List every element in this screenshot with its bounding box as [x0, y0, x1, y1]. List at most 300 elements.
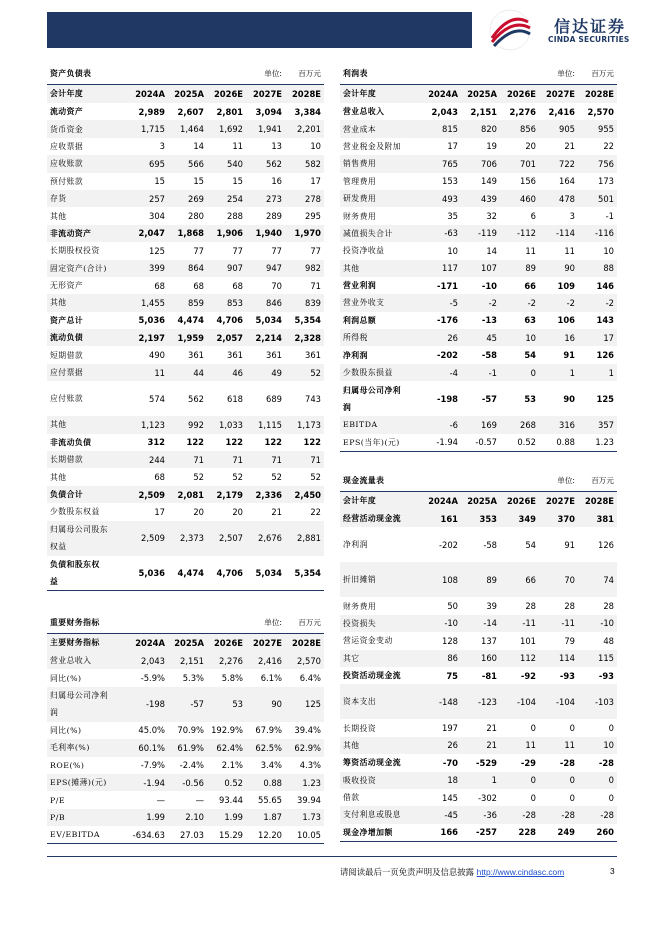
cell-value: 16	[539, 329, 578, 346]
row-label: 管理费用	[343, 176, 377, 186]
table-row	[340, 381, 617, 416]
cell-value: 11	[500, 737, 539, 754]
cell-value: 20	[193, 506, 204, 517]
cell-value: 304	[149, 211, 165, 222]
row-label: 营业税金及附加	[343, 141, 402, 151]
cell-value: 2,570	[285, 652, 324, 669]
table-row	[47, 329, 324, 346]
column-header-year: 2027E	[539, 84, 578, 103]
cell-value: 2,676	[246, 521, 285, 556]
cell-value: 4,474	[177, 315, 204, 326]
row-label-line1: 归属母公司股东	[50, 525, 109, 535]
cell-value: 125	[285, 687, 324, 722]
cell-value: 192.9%	[211, 725, 243, 736]
cell-value: 68	[154, 280, 165, 291]
row-label: 同比(%)	[50, 725, 82, 735]
cell-value: 117	[422, 260, 461, 277]
cell-value: 0	[608, 723, 614, 734]
column-header-year: 2028E	[578, 491, 617, 510]
cell-value: 45.0%	[138, 725, 165, 736]
cell-value: 2,336	[246, 486, 285, 503]
column-header-year: 2025A	[168, 633, 207, 652]
unit-label: 单位:	[246, 64, 285, 84]
table-row	[340, 329, 617, 346]
cell-value: 22	[603, 141, 614, 152]
row-label: 筹资活动现金流	[343, 758, 402, 768]
cell-value: 70.9%	[177, 725, 204, 736]
row-label: 流动资产	[50, 107, 84, 117]
row-label: EPS(当年)(元)	[340, 434, 422, 451]
cell-value: 2,881	[285, 521, 324, 556]
cell-value: 75	[446, 670, 458, 681]
cell-value: 1,033	[207, 416, 246, 433]
table-row	[340, 824, 617, 841]
row-label: 少数股东损益	[340, 364, 422, 381]
cell-value: -29	[520, 757, 536, 768]
table-title: 利润表	[340, 64, 539, 84]
cell-value: 77	[232, 245, 243, 256]
cell-value: -302	[477, 792, 497, 803]
cell-value: 197	[442, 723, 458, 734]
row-label: 营业总收入	[343, 107, 385, 117]
cell-value: 1.73	[285, 809, 324, 826]
cell-value: -93	[559, 670, 575, 681]
cell-value: -28	[539, 806, 578, 823]
cell-value: 107	[461, 260, 500, 277]
cell-value: -45	[422, 806, 461, 823]
table-row	[340, 225, 617, 242]
row-label: 净利润	[343, 350, 368, 360]
table-row	[47, 364, 324, 381]
table-row	[340, 416, 617, 433]
cell-value: 288	[227, 211, 243, 222]
table-row	[340, 650, 617, 667]
cell-value: -14	[461, 615, 500, 632]
table-row	[47, 521, 324, 556]
table-header-row	[47, 633, 324, 652]
cell-value: 122	[303, 437, 321, 448]
table-row	[47, 346, 324, 363]
unit-label: 单位:	[246, 613, 285, 633]
table-title-row	[47, 64, 324, 84]
cell-value: 50	[447, 601, 458, 612]
cell-value: 52	[232, 472, 243, 483]
table-row	[340, 190, 617, 207]
column-header-year: 2027E	[539, 491, 578, 510]
row-label: 吸收投资	[340, 772, 422, 789]
cell-value: 361	[266, 350, 282, 361]
cell-value: -2	[461, 294, 500, 311]
cell-value: —	[195, 795, 204, 806]
cell-value: -202	[437, 350, 458, 361]
table-row	[47, 190, 324, 207]
cell-value: -11	[539, 615, 578, 632]
unit-value: 百万元	[285, 64, 324, 84]
cell-value: 0.88	[246, 774, 285, 791]
cell-value: 15	[232, 176, 243, 187]
row-label	[47, 521, 129, 556]
cell-value: 146	[596, 280, 614, 291]
cell-value: 2,450	[285, 486, 324, 503]
cell-value: 70	[539, 562, 578, 597]
cell-value: 70	[271, 280, 282, 291]
cell-value: 839	[285, 294, 324, 311]
row-label: 投资活动现金流	[343, 671, 402, 681]
table-title: 重要财务指标	[47, 613, 246, 633]
row-label: 非流动资产	[47, 225, 129, 242]
cell-value: 91	[563, 350, 575, 361]
cell-value: 71	[246, 451, 285, 468]
table-row	[47, 826, 324, 843]
table-row	[340, 103, 617, 120]
cell-value: -10	[481, 280, 497, 291]
table-row	[340, 346, 617, 363]
unit-value: 百万元	[578, 471, 617, 491]
table-row	[47, 416, 324, 433]
cell-value: 249	[539, 824, 578, 841]
cell-value: 2,507	[207, 521, 246, 556]
cell-value: -114	[539, 225, 578, 242]
cell-value: 1,941	[246, 120, 285, 137]
cell-value: 1,868	[168, 225, 207, 242]
cell-value: 268	[500, 416, 539, 433]
cell-value: 153	[442, 176, 458, 187]
table-row	[340, 684, 617, 719]
income-statement-table	[340, 64, 617, 452]
cell-value: -1.94	[129, 774, 168, 791]
cell-value: 2,570	[587, 106, 614, 117]
cell-value: 493	[422, 190, 461, 207]
cell-value: 10	[447, 245, 458, 256]
row-label: 少数股东权益	[50, 507, 100, 517]
cell-value: 955	[578, 120, 617, 137]
cell-value: 2,989	[138, 106, 165, 117]
cell-value: 86	[422, 650, 461, 667]
cell-value: 11	[539, 737, 578, 754]
cell-value: 5,034	[246, 556, 285, 591]
cell-value: 295	[305, 211, 321, 222]
table-header-row	[340, 84, 617, 103]
cell-value: 257	[129, 190, 168, 207]
cell-value: 501	[578, 190, 617, 207]
row-label: 销售费用	[340, 155, 422, 172]
cell-value: 278	[285, 190, 324, 207]
cell-value: -123	[461, 684, 500, 719]
balance-sheet-table	[47, 64, 324, 591]
cell-value: -2	[539, 294, 578, 311]
table-row	[47, 173, 324, 190]
cell-value: 2,509	[129, 521, 168, 556]
cell-value: -92	[520, 670, 536, 681]
cell-value: 125	[149, 245, 165, 256]
cell-value: 60.1%	[129, 739, 168, 756]
table-row	[47, 225, 324, 242]
column-header-year: 2025A	[461, 491, 500, 510]
cell-value: 11	[232, 141, 243, 152]
cell-value: 55.65	[258, 795, 282, 806]
cell-value: 2,151	[168, 652, 207, 669]
cell-value: 5,036	[138, 315, 165, 326]
cell-value: 2.10	[168, 809, 207, 826]
cell-value: 6.4%	[299, 673, 321, 684]
row-label-line2: 益	[50, 576, 59, 586]
cell-value: 1	[461, 772, 500, 789]
row-label-line2: 权益	[50, 542, 67, 552]
cell-value: 126	[598, 539, 614, 550]
cell-value: -70	[442, 757, 458, 768]
table-row	[47, 757, 324, 774]
cell-value: 2,328	[285, 329, 324, 346]
cell-value: 169	[461, 416, 500, 433]
cell-value: 5,354	[285, 556, 324, 591]
table-title-row	[340, 471, 617, 491]
cell-value: -198	[129, 687, 168, 722]
cell-value: 63	[524, 315, 536, 326]
cell-value: -257	[461, 824, 500, 841]
cell-value: 109	[557, 280, 575, 291]
cell-value: 2,214	[246, 329, 285, 346]
table-row	[47, 486, 324, 503]
column-header-label: 会计年度	[340, 84, 422, 103]
cell-value: 10	[310, 141, 321, 152]
cell-value: -93	[598, 670, 614, 681]
cell-value: 765	[422, 155, 461, 172]
row-label: 经营活动现金流	[340, 510, 422, 527]
column-header-label: 会计年度	[340, 491, 422, 510]
cell-value: 1,464	[168, 120, 207, 137]
cell-value: 122	[264, 437, 282, 448]
cell-value: 90	[563, 393, 575, 404]
cell-value: 14	[486, 245, 497, 256]
cell-value: 1,115	[246, 416, 285, 433]
table-row	[47, 468, 324, 485]
cell-value: 4,706	[216, 315, 243, 326]
cell-value: 2,043	[431, 106, 458, 117]
cell-value: 77	[271, 245, 282, 256]
cell-value: 39.94	[297, 795, 321, 806]
cell-value: 815	[422, 120, 461, 137]
cell-value: 160	[461, 650, 500, 667]
row-label: 同比(%)	[50, 673, 82, 683]
cell-value: 0	[530, 792, 536, 803]
column-header-year: 2024A	[129, 84, 168, 103]
cell-value: 22	[310, 506, 321, 517]
cell-value: 1,906	[207, 225, 246, 242]
cell-value: 574	[149, 393, 165, 404]
cell-value: -28	[559, 757, 575, 768]
cell-value: 1.99	[207, 809, 246, 826]
cell-value: 4,474	[168, 556, 207, 591]
logo-en: CINDA SECURITIES	[548, 35, 630, 44]
table-row	[340, 364, 617, 381]
table-row	[340, 312, 617, 329]
cell-value: 353	[461, 510, 500, 527]
cell-value: 1,123	[129, 416, 168, 433]
footer-url-link[interactable]: http://www.cindasc.com	[476, 867, 565, 877]
row-label	[47, 556, 129, 591]
table-row	[47, 791, 324, 808]
cell-value: 77	[193, 245, 204, 256]
cell-value: -529	[476, 757, 497, 768]
cell-value: 28	[564, 601, 575, 612]
cell-value: 947	[246, 260, 285, 277]
cell-value: 21	[271, 506, 282, 517]
cell-value: 269	[168, 190, 207, 207]
cell-value: -13	[481, 315, 497, 326]
cell-value: 706	[461, 155, 500, 172]
cell-value: -7.9%	[140, 760, 165, 771]
cell-value: 905	[539, 120, 578, 137]
table-row	[47, 809, 324, 826]
row-label: 应付票据	[47, 364, 129, 381]
row-label: 投资净收益	[343, 246, 385, 256]
cell-value: 5,034	[255, 315, 282, 326]
column-header-year: 2027E	[246, 84, 285, 103]
cell-value: -2	[578, 294, 617, 311]
cell-value: 10	[578, 737, 617, 754]
cell-value: 0	[500, 772, 539, 789]
cell-value: -171	[437, 280, 458, 291]
cell-value: 2,201	[285, 120, 324, 137]
cell-value: 756	[578, 155, 617, 172]
cell-value: 71	[168, 451, 207, 468]
row-label: 财务费用	[343, 211, 377, 221]
cell-value: 4,706	[207, 556, 246, 591]
cell-value: 32	[486, 211, 497, 222]
cell-value: 14	[193, 141, 204, 152]
table-row	[47, 722, 324, 739]
row-label: 其他	[47, 416, 129, 433]
cell-value: 562	[188, 393, 204, 404]
row-label: 固定资产(合计)	[47, 260, 129, 277]
table-row	[340, 597, 617, 614]
cell-value: 91	[564, 539, 575, 550]
cell-value: -634.63	[129, 826, 168, 843]
cell-value: 44	[168, 364, 207, 381]
cell-value: 20	[525, 141, 536, 152]
table-row	[340, 719, 617, 736]
cell-value: 62.5%	[246, 739, 285, 756]
cell-value: 1	[578, 364, 617, 381]
cell-value: 28	[603, 601, 614, 612]
cell-value: 370	[539, 510, 578, 527]
cell-value: -5	[422, 294, 461, 311]
cell-value: 27.03	[168, 826, 207, 843]
cell-value: 17	[447, 141, 458, 152]
page-number: 3	[610, 866, 615, 876]
cell-value: 361	[305, 350, 321, 361]
cell-value: 260	[578, 824, 617, 841]
cell-value: 77	[310, 245, 321, 256]
row-label-line2: 润	[343, 402, 352, 412]
cell-value: 18	[422, 772, 461, 789]
cell-value: 21	[461, 737, 500, 754]
cell-value: 156	[520, 176, 536, 187]
cell-value: -2.4%	[179, 760, 204, 771]
table-row	[47, 556, 324, 591]
cell-value: 66	[500, 562, 539, 597]
cell-value: -104	[539, 684, 578, 719]
cell-value: -81	[481, 670, 497, 681]
cell-value: -28	[578, 806, 617, 823]
cell-value: 399	[129, 260, 168, 277]
row-label: 其它	[340, 650, 422, 667]
cell-value: 254	[207, 190, 246, 207]
cell-value: 101	[520, 635, 536, 646]
cell-value: 114	[539, 650, 578, 667]
cell-value: 39.4%	[294, 725, 321, 736]
cell-value: -202	[438, 539, 458, 550]
row-label: ROE(%)	[50, 760, 85, 770]
row-label: 毛利率(%)	[47, 739, 129, 756]
cell-value: 45	[461, 329, 500, 346]
row-label-line1: 归属母公司净利	[50, 691, 109, 701]
cell-value: -0.57	[461, 434, 500, 451]
cell-value: 137	[481, 635, 497, 646]
cell-value: -57	[481, 393, 497, 404]
row-label: 短期借款	[50, 350, 84, 360]
cell-value: 52	[193, 472, 204, 483]
cell-value: 2,043	[129, 652, 168, 669]
table-header-row	[47, 84, 324, 103]
cell-value: 853	[207, 294, 246, 311]
unit-label: 单位:	[539, 471, 578, 491]
column-header-year: 2027E	[246, 633, 285, 652]
cell-value: 66	[524, 280, 536, 291]
cell-value: 439	[461, 190, 500, 207]
cell-value: 228	[500, 824, 539, 841]
cell-value: 0.88	[539, 434, 578, 451]
cell-value: 273	[246, 190, 285, 207]
cell-value: 856	[500, 120, 539, 137]
cell-value: 90	[246, 687, 285, 722]
cell-value: 62.9%	[285, 739, 324, 756]
cell-value: -4	[422, 364, 461, 381]
column-header-label: 主要财务指标	[47, 633, 129, 652]
cell-value: 35	[447, 211, 458, 222]
cell-value: 743	[305, 393, 321, 404]
row-label: 现金净增加额	[340, 824, 422, 841]
cell-value: 1,455	[129, 294, 168, 311]
row-label-line2: 润	[50, 708, 59, 718]
column-header-year: 2026E	[207, 633, 246, 652]
cell-value: 1,940	[246, 225, 285, 242]
row-label: 长期借款	[47, 451, 129, 468]
cell-value: -36	[461, 806, 500, 823]
table-title-row	[340, 64, 617, 84]
cell-value: 2,373	[168, 521, 207, 556]
table-row	[340, 772, 617, 789]
cell-value: -10	[422, 615, 461, 632]
table-row	[47, 434, 324, 451]
cell-value: 907	[207, 260, 246, 277]
cell-value: 15.29	[207, 826, 246, 843]
unit-value: 百万元	[578, 64, 617, 84]
column-header-year: 2028E	[285, 84, 324, 103]
cell-value: 1,959	[168, 329, 207, 346]
cell-value: 108	[422, 562, 461, 597]
table-row	[47, 312, 324, 329]
table-header-row	[340, 491, 617, 510]
cell-value: -2	[500, 294, 539, 311]
cell-value: 289	[266, 211, 282, 222]
cell-value: 128	[442, 635, 458, 646]
cell-value: 53	[207, 687, 246, 722]
footer	[340, 866, 620, 878]
row-label: 支付利息或股息	[340, 806, 422, 823]
cell-value: 173	[598, 176, 614, 187]
row-label: 长期投资	[343, 723, 377, 733]
